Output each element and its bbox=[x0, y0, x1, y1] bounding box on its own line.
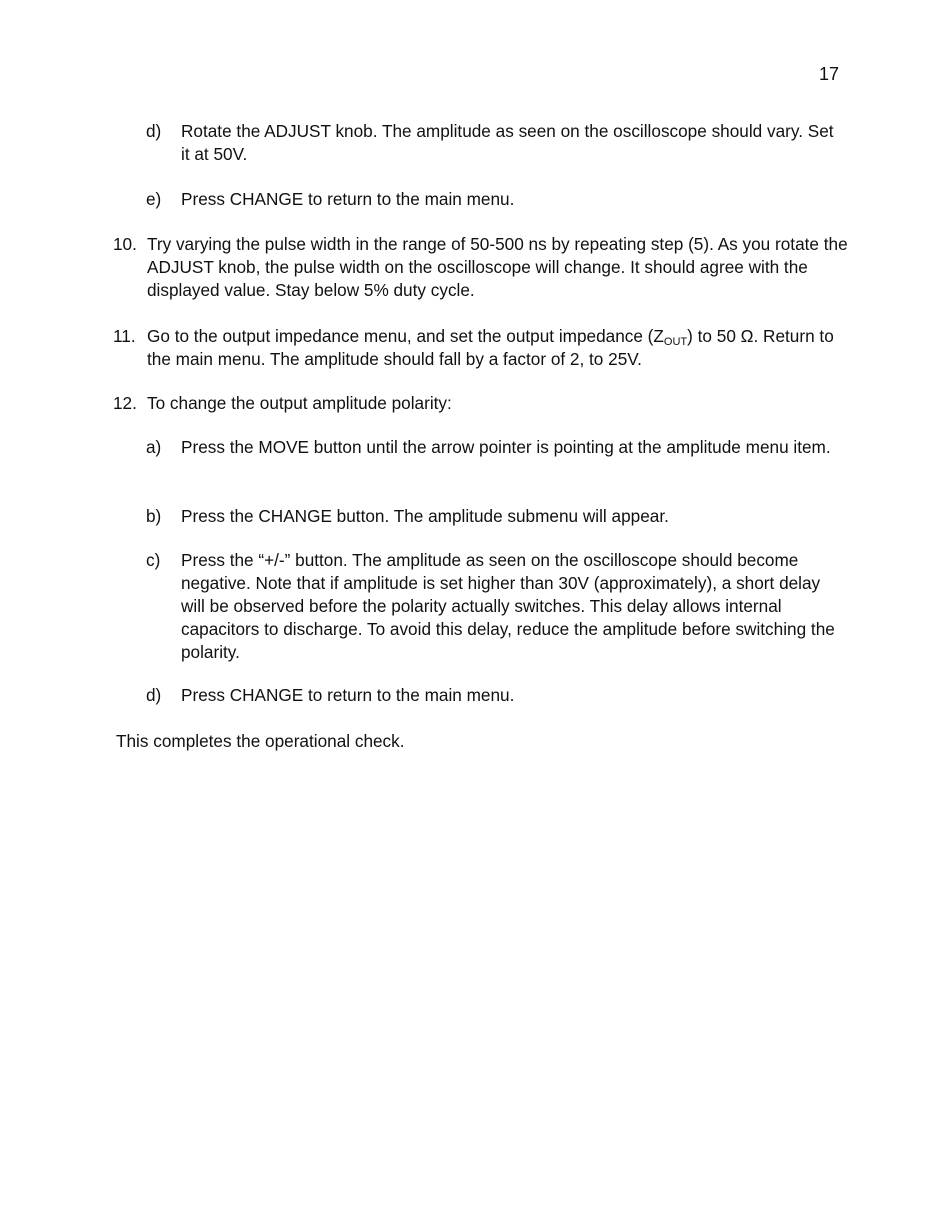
list-item bbox=[146, 436, 846, 459]
list-item bbox=[146, 188, 846, 211]
page-number: 17 bbox=[819, 64, 840, 84]
list-marker: e) bbox=[146, 189, 162, 209]
list-item bbox=[146, 684, 846, 707]
closing-paragraph: This completes the operational check. bbox=[116, 731, 405, 751]
list-item-text: Press the MOVE button until the arrow pointer is pointing at the amplitude menu item. bbox=[181, 437, 831, 457]
list-item-text: Press CHANGE to return to the main menu. bbox=[181, 189, 515, 209]
list-item-text: Try varying the pulse width in the range of 50-500 ns by repeating step (5). As you rotate the ADJUST knob, the pulse width on the oscilloscope will change. It should agree with the displayed value. Stay below 5% duty cycle. bbox=[147, 234, 848, 300]
subscript-out: OUT bbox=[663, 336, 688, 348]
list-marker: b) bbox=[146, 506, 162, 526]
list-item bbox=[146, 505, 846, 528]
list-item bbox=[113, 392, 848, 415]
list-item bbox=[146, 549, 846, 664]
list-item-text: To change the output amplitude polarity: bbox=[147, 393, 452, 413]
list-marker: 10. bbox=[113, 234, 137, 254]
text-before-subscript: Go to the output impedance menu, and set the output impedance (Z bbox=[147, 326, 664, 346]
text-after-subscript: ) to 50 Ω. Return to the main menu. The amplitude should fall by a factor of 2, to 25V. bbox=[147, 326, 834, 369]
list-marker: c) bbox=[146, 550, 161, 570]
list-item-text: Press the CHANGE button. The amplitude submenu will appear. bbox=[181, 506, 669, 526]
list-item-text bbox=[147, 325, 848, 371]
list-marker: 12. bbox=[113, 393, 137, 413]
list-item bbox=[113, 325, 848, 371]
list-marker: a) bbox=[146, 437, 162, 457]
list-item-text: Press CHANGE to return to the main menu. bbox=[181, 685, 515, 705]
list-marker: 11. bbox=[113, 326, 136, 346]
list-item bbox=[146, 120, 846, 166]
list-marker: d) bbox=[146, 685, 162, 705]
list-marker: d) bbox=[146, 121, 162, 141]
list-item-text: Rotate the ADJUST knob. The amplitude as seen on the oscilloscope should vary. Set it at 50V. bbox=[181, 121, 834, 164]
list-item-text: Press the “+/-” button. The amplitude as seen on the oscilloscope should become negative. Note that if amplitude is set higher than 30V (approximately), a short delay will be observed before the polarity actually switches. This delay allows internal capacitors to discharge. To avoid this delay, reduce the amplitude before switching the polarity. bbox=[181, 550, 835, 662]
list-item bbox=[113, 233, 848, 302]
